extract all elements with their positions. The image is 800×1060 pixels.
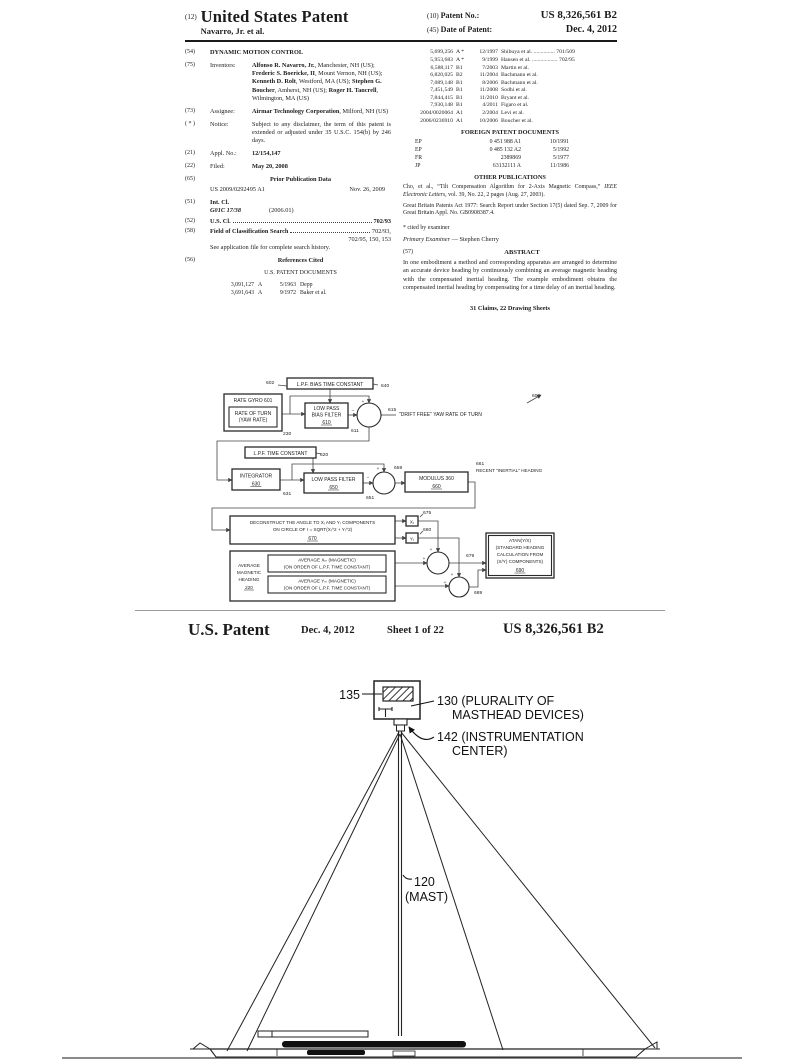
label-120: 120	[414, 875, 435, 889]
rate-gyro-label: RATE GYRO 601	[233, 398, 273, 404]
claims-line: 31 Claims, 22 Drawing Sheets	[470, 304, 550, 312]
abstract-num: (57)	[403, 249, 413, 256]
atan-label-4: (X/Y) COMPONENTS)	[496, 559, 544, 564]
field-65-num: (65)	[185, 175, 195, 182]
int-cl-year: (2006.01)	[268, 207, 294, 215]
avg-xm-label-2: (ON ORDER OF L.P.F. TIME CONSTANT)	[283, 564, 371, 570]
field-search-value2: 702/95, 150, 153	[348, 236, 391, 244]
ref-615: 615	[388, 408, 397, 413]
citation-row: 7,930,148 B1 4/2011 Figaro et al.	[430, 102, 529, 109]
ref-680: 680	[423, 528, 432, 533]
assignee-label: Assignee:	[210, 107, 235, 115]
field-22-num: (22)	[185, 162, 195, 169]
filed-value: May 20, 2008	[252, 162, 288, 170]
field-56-num: (56)	[185, 257, 195, 264]
figure-labels	[339, 688, 584, 904]
citation-row: 6,820,025 B2 11/2004 Bachmann et al.	[430, 72, 538, 79]
rate-of-turn-label-2: (YAW RATE)	[238, 417, 268, 424]
citation-row: 7,844,415 B1 11/2010 Bryant et al.	[430, 94, 529, 101]
citation-row: 5,699,256 A * 12/1997 Shibuya et al. ............... 701/509	[430, 49, 575, 56]
citation-row: 2004/0020064 A1 2/2004 Levi et al.	[420, 109, 524, 116]
low-pass-filter-label: LOW PASS FILTER	[311, 477, 356, 483]
ref-600: 600	[532, 394, 541, 399]
field-search-note: See application file for complete search history.	[210, 244, 331, 252]
other-pub-2: Great Britain Patents Act 1977: Search Report under Section 17(5) dated Sep. 7, 2009 for Great Britain Appl. No. GB0908387.4.	[403, 202, 617, 217]
patent-date: Dec. 4, 2012	[565, 23, 617, 35]
code-12: (12)	[185, 13, 197, 21]
leader-dots	[290, 232, 370, 233]
field-51-num: (51)	[185, 199, 195, 205]
citation-row: 2006/0236910 A1 10/2006 Boucher et al.	[420, 117, 533, 124]
ref-690: 690	[515, 568, 525, 574]
summing-junction-3	[427, 552, 449, 574]
ref-610: 610	[322, 420, 331, 426]
field-58-num: (58)	[185, 228, 195, 235]
patent-no-label: Patent No.:	[440, 11, 480, 20]
invention-title: DYNAMIC MOTION CONTROL	[210, 49, 304, 57]
citation-row: 7,089,148 B1 8/2006 Bachmann et al.	[430, 79, 538, 86]
ref-660: 660	[432, 484, 441, 490]
notice-num: ( * )	[185, 120, 195, 127]
field-75	[185, 62, 391, 102]
avg-xm-label-1: AVERAGE Xₘ (MAGNETIC)	[298, 557, 356, 563]
ref-640: 640	[381, 384, 390, 389]
field-21-num: (21)	[185, 149, 195, 156]
front-header	[185, 8, 617, 42]
field-search-value: 702/93,	[371, 228, 391, 236]
ref-650: 650	[329, 485, 338, 491]
low-pass-bias-label-2: BIAS FILTER	[311, 412, 342, 419]
ref-670: 670	[308, 536, 317, 542]
forestay	[227, 732, 399, 1051]
foreign-docs-heading: FOREIGN PATENT DOCUMENTS	[461, 129, 559, 137]
label-135: 135	[339, 688, 360, 702]
sheet-header-patent-no: US 8,326,561 B2	[503, 621, 604, 637]
patent-number: US 8,326,561 B2	[540, 9, 617, 21]
field-75-num: (75)	[185, 62, 195, 69]
lpf-tc-label: L.P.F. TIME CONSTANT	[253, 451, 308, 457]
minus-sign: −	[351, 408, 355, 413]
abstract-heading: ABSTRACT	[504, 249, 540, 257]
ref-661: 661	[476, 462, 485, 467]
ref-631: 631	[283, 492, 292, 497]
field-54-num: (54)	[185, 49, 195, 56]
field-search-label: Field of Classification Search	[210, 228, 289, 236]
minus-sign: −	[366, 475, 370, 480]
avg-label-2: MAGNETIC	[236, 570, 262, 575]
field-21	[185, 150, 391, 158]
avg-label-3: HEADING	[238, 577, 260, 582]
sheet-header-title: U.S. Patent	[188, 620, 270, 639]
prior-pub-date: Nov. 26, 2009	[349, 185, 385, 193]
inventors-text: Alfonso R. Navarro, Jr., Manchester, NH (US); Frederic S. Boericke, II, Mount Vernon, NH (US); Kenneth D. Rolt, Westford, MA (US); Stephen G. Boucher, Amherst, NH (US); Roger H. Tancrell, Wilmington, MA (US)	[252, 62, 383, 102]
patent-authors: Navarro, Jr. et al.	[200, 26, 265, 37]
ref-230: 230	[283, 432, 292, 437]
jib-luff	[247, 734, 400, 1051]
label-142-line2: CENTER)	[452, 744, 508, 758]
filed-label: Filed:	[210, 162, 225, 170]
foreign-row: FR 2389869 5/1977	[415, 154, 569, 161]
deck-structure	[258, 1031, 368, 1037]
int-cl-class: G01C 17/38	[210, 207, 241, 215]
int-cl-heading: Int. Cl.	[210, 199, 230, 206]
plus-sign: +	[429, 547, 433, 552]
us-docs-heading: U.S. PATENT DOCUMENTS	[264, 270, 337, 277]
us-cl-value: 702/93	[373, 218, 391, 226]
ref-630: 630	[251, 481, 261, 488]
hull-outline	[210, 1049, 645, 1057]
label-130-line1: 130 (PLURALITY OF	[437, 694, 555, 708]
rate-of-turn-label-1: RATE OF TURN	[234, 411, 272, 417]
us-ref-row: 3,091,127 A 5/1963 Depp	[230, 282, 313, 288]
field-51	[185, 199, 391, 215]
recent-heading-label: RECENT "INERTIAL" HEADING	[476, 468, 543, 473]
bow-pulpit	[190, 1043, 210, 1049]
atan-label-2: (STANDARD HEADING	[495, 545, 545, 550]
inventors-label: Inventors:	[210, 62, 236, 70]
prior-pub-number: US 2009/0292495 A1	[210, 185, 265, 193]
avg-ym-label-1: AVERAGE Yₘ (MAGNETIC)	[298, 578, 356, 584]
ref-689: 689	[474, 591, 483, 596]
summing-junction-2	[373, 472, 395, 494]
field-22	[185, 163, 391, 171]
right-column	[403, 49, 617, 311]
sheet-header-date: Dec. 4, 2012	[301, 625, 355, 636]
notice-label: Notice:	[210, 120, 229, 128]
leader-dots	[233, 222, 372, 223]
integrator-label: INTEGRATOR	[239, 473, 273, 480]
sheet-header-sheet: Sheet 1 of 22	[387, 625, 444, 636]
label-142-line1: 142 (INSTRUMENTATION	[437, 730, 584, 744]
deconstruct-label-2: ON CIRCLE OF r = SQRT(Xᵣ^2 + Yᵣ^2)	[272, 527, 353, 532]
us-ref-row: 3,691,643 A 9/1972 Baker et al.	[230, 289, 327, 296]
plus-sign: +	[376, 466, 380, 471]
masthead-device-hatched	[383, 687, 413, 701]
drift-free-label: "DRIFT FREE" YAW RATE OF TURN	[399, 412, 482, 418]
plus-sign: +	[450, 572, 454, 577]
citation-row: 6,588,117 B1 7/2003 Martin et al.	[430, 64, 529, 71]
date-label: Date of Patent:	[440, 24, 493, 34]
other-pub-1: Cho, et al., “Tilt Compensation Algorithm for 2-Axis Magnetic Compass,” IEEE Electronic Letters, vol. 39, No. 22, 2 pages (Aug. 27, 2003).	[403, 184, 617, 199]
front-page-flow-diagram	[180, 374, 620, 612]
avg-ym-label-2: (ON ORDER OF L.P.F. TIME CONSTANT)	[283, 585, 371, 591]
citation-row: 7,451,549 B1 11/2008 Sodhi et al.	[430, 87, 527, 94]
summing-junction-4	[449, 577, 469, 597]
atan-label-3: CALCULATION FROM	[496, 552, 544, 557]
notice-text: Subject to any disclaimer, the term of this patent is extended or adjusted under 35 U.S.C. 154(b) by 246 days.	[252, 120, 391, 144]
other-pubs-heading: OTHER PUBLICATIONS	[474, 174, 546, 182]
foreign-row: EP 0 451 988 A1 10/1991	[415, 139, 569, 146]
field-65	[185, 176, 391, 194]
plus-sign: +	[443, 580, 447, 585]
boom-bar	[282, 1041, 466, 1048]
field-52	[185, 218, 391, 226]
cited-by-examiner: * cited by examiner	[403, 225, 450, 232]
ref-620: 620	[320, 453, 329, 458]
ref-611: 611	[351, 429, 359, 434]
appl-no-value: 12/154,147	[252, 149, 281, 157]
ref-679: 679	[466, 554, 475, 559]
field-54	[185, 49, 391, 57]
field-58	[185, 228, 391, 252]
modulus-label: MODULUS 360	[419, 476, 454, 482]
us-citations-list	[403, 49, 617, 125]
appl-no-label: Appl. No.:	[210, 149, 237, 157]
page-separator	[135, 610, 665, 611]
yr-label: Yᵣ	[409, 536, 415, 542]
ref-675: 675	[423, 511, 432, 516]
ref-659: 659	[394, 466, 403, 471]
xr-label: Xᵣ	[409, 519, 415, 525]
hull-detail	[393, 1051, 415, 1056]
plus-sign: +	[361, 399, 365, 404]
field-56	[185, 257, 391, 297]
page-title: United States Patent	[200, 7, 349, 26]
prior-pub-heading: Prior Publication Data	[269, 175, 332, 183]
ref-220: 220	[245, 585, 253, 590]
foreign-row: EP 0 485 132 A2 5/1992	[415, 146, 569, 153]
deconstruct-label-1: DECONSTRUCT THE ANGLE TO Xᵣ AND Yᵣ COMPONENTS	[249, 520, 376, 525]
field-52-num: (52)	[185, 218, 195, 225]
foreign-citations-list	[403, 139, 617, 170]
hull-shadow	[307, 1050, 365, 1055]
plus-sign: +	[422, 556, 426, 561]
summing-junction-1	[357, 403, 381, 427]
lpf-bias-tc-label: L.P.F. BIAS TIME CONSTANT	[296, 382, 364, 388]
primary-examiner: Primary Examiner — Stephen Cherry	[403, 236, 499, 244]
code-45: (45)	[427, 25, 439, 34]
left-column	[185, 49, 391, 311]
field-notice	[185, 121, 391, 145]
code-10: (10)	[427, 12, 439, 20]
label-130-line2: MASTHEAD DEVICES)	[452, 708, 584, 722]
low-pass-bias-label-1: LOW PASS	[313, 406, 340, 412]
label-120-mast: (MAST)	[405, 890, 449, 904]
citation-row: 5,953,683 A * 9/1999 Hansen et al. .................. 702/95	[430, 56, 575, 63]
fig1-sailboat-drawing	[0, 652, 800, 1060]
atan-label-1: ATAN(Y/X)	[508, 538, 532, 543]
avg-label-1: AVERAGE	[238, 563, 260, 568]
field-73	[185, 108, 391, 116]
abstract-text: In one embodiment a method and corresponding apparatus are arranged to determine an accurate device heading by continuously combining an average magnetic heading with the compensated inertial heading. The example embodiment obtains the compensated inertial heading by compensating for a time delay of an inertial heading.	[403, 259, 617, 292]
field-73-num: (73)	[185, 107, 195, 114]
us-cl-label: U.S. Cl.	[210, 218, 231, 226]
references-heading: References Cited	[277, 257, 324, 265]
foreign-row: JP 63132111 A 11/1986	[415, 162, 569, 169]
assignee-text: Airmar Technology Corporation, Milford, NH (US)	[252, 107, 389, 115]
ref-602: 602	[266, 381, 275, 386]
instrumentation-center-box	[394, 719, 407, 725]
mast-fitting	[397, 725, 405, 731]
patent-front-page	[185, 8, 617, 312]
ref-651: 651	[366, 496, 375, 501]
